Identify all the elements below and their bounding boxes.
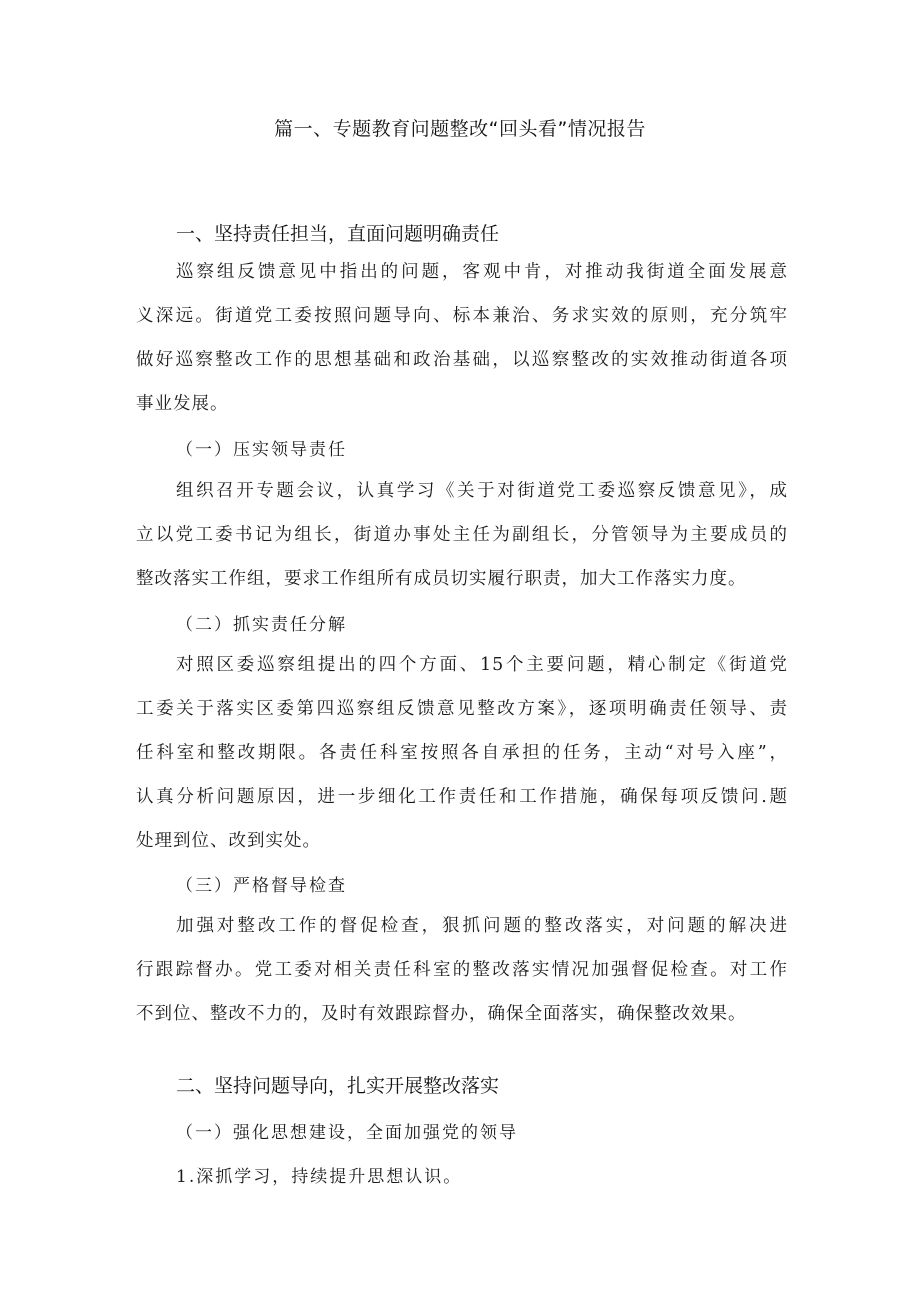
subsection-1-2-heading: （二）抓实责任分解 (176, 615, 347, 635)
paragraph-line: 不到位、整改不力的，及时有效跟踪督办，确保全面落实，确保整改效果。 (136, 1004, 747, 1024)
subsection-1-2-paragraph (136, 652, 788, 872)
list-item-1: 1.深抓学习，持续提升思想认识。 (176, 1167, 463, 1187)
paragraph-line: 整改落实工作组，要求工作组所有成员切实履行职责，加大工作落实力度。 (136, 569, 747, 589)
section-2-heading: 二、坚持问题导向，扎实开展整改落实 (176, 1075, 500, 1097)
section-1-intro-paragraph (136, 259, 788, 435)
paragraph-line: 义深远。街道党工委按照问题导向、标本兼治、务求实效的原则，充分筑牢 (136, 306, 788, 326)
paragraph-line: 工委关于落实区委第四巡察组反馈意见整改方案》，逐项明确责任领导、责 (136, 699, 788, 719)
paragraph-line: 处理到位、改到实处。 (136, 831, 321, 851)
paragraph-line: 立以党工委书记为组长，街道办事处主任为副组长，分管领导为主要成员的 (136, 525, 788, 545)
subsection-1-1-heading: （一）压实领导责任 (176, 440, 347, 460)
subsection-1-3-paragraph (136, 913, 788, 1045)
paragraph-line: 事业发展。 (136, 394, 229, 414)
subsection-2-1-heading: （一）强化思想建设，全面加强党的领导 (176, 1123, 518, 1143)
paragraph-line: 加强对整改工作的督促检查，狠抓问题的整改落实，对问题的解决进 (176, 916, 788, 936)
paragraph-line: 做好巡察整改工作的思想基础和政治基础，以巡察整改的实效推动街道各项 (136, 350, 788, 370)
paragraph-line: 认真分析问题原因，进一步细化工作责任和工作措施，确保每项反馈问.题 (136, 787, 788, 807)
paragraph-line: 组织召开专题会议，认真学习《关于对街道党工委巡察反馈意见》，成 (176, 481, 788, 501)
paragraph-line: 行跟踪督办。党工委对相关责任科室的整改落实情况加强督促检查。对工作 (136, 960, 788, 980)
paragraph-line: 任科室和整改期限。各责任科室按照各自承担的任务，主动“对号入座”， (136, 743, 788, 763)
paragraph-line: 巡察组反馈意见中指出的问题，客观中肯，对推动我街道全面发展意 (176, 262, 788, 282)
subsection-1-1-paragraph (136, 478, 788, 610)
subsection-1-3-heading: （三）严格督导检查 (176, 876, 347, 896)
paragraph-line: 对照区委巡察组提出的四个方面、15个主要问题，精心制定《街道党 (176, 655, 788, 675)
section-1-heading: 一、坚持责任担当，直面问题明确责任 (176, 223, 500, 245)
document-title: 篇一、专题教育问题整改“回头看”情况报告 (274, 118, 646, 140)
